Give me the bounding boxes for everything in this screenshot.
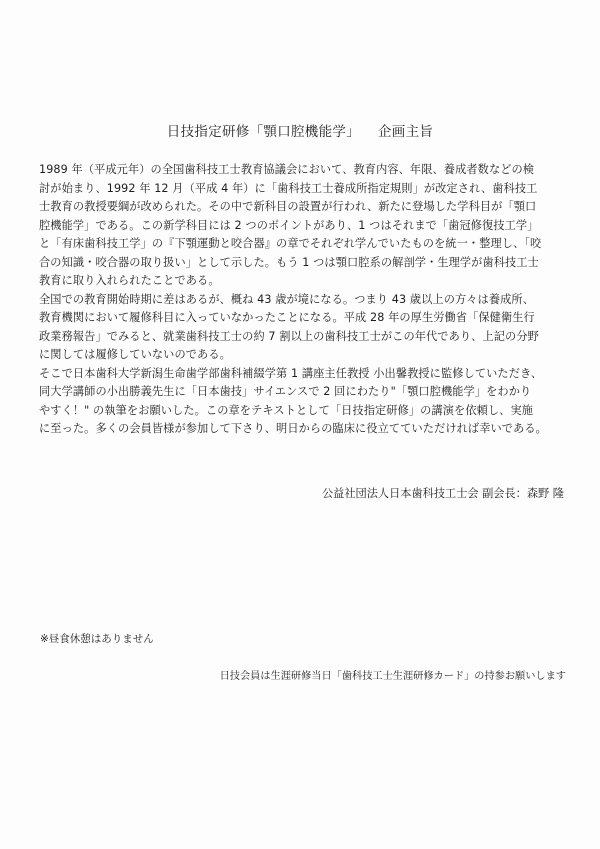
- body-line: 1989 年（平成元年）の全国歯科技工士教育協議会において、教育内容、年限、養成者数などの検: [39, 163, 535, 176]
- lunch-note: ※昼食休憩はありません: [40, 633, 154, 645]
- title-main: 日技指定研修「顎口腔機能学」: [166, 124, 360, 140]
- body-line: 同大学講師の小出勝義先生に「日本歯技」サイエンスで 2 回にわたり"「顎口腔機能学」をわかり: [39, 385, 532, 398]
- body-line: 士教育の教授要綱が改められた。その中で新科目の設置が行われ、新たに登場した学科目が「顎口: [39, 200, 537, 213]
- body-line: と「有床歯科技工学」の『下顎運動と咬合器』の章でそれぞれ学んでいたものを統一・整理し、「咬: [39, 237, 542, 250]
- body-line: に至った。多くの会員皆様が参加して下さり、明日からの臨床に役立てていただければ幸いである。: [39, 422, 547, 435]
- member-card-note: 日技会員は生涯研修当日「歯科技工士生涯研修カード」の持参お願いします: [219, 671, 566, 682]
- body-line: 討が始まり、1992 年 12 月（平成 4 年）に「歯科技工士養成所指定規則」が改定され、歯科技工: [39, 181, 538, 195]
- title-suffix: 企画主旨: [378, 124, 434, 140]
- purpose-body: [39, 161, 569, 439]
- body-line: 腔機能学」である。この新学科目には 2 つのポイントがあり、1 つはそれまで「歯冠修復技工学」: [39, 218, 539, 232]
- body-line: 全国での教育開始時期に差はあるが、概ね 43 歳が境になる。つまり 43 歳以上の方々は養成所、: [39, 292, 534, 306]
- body-line: 合の知識・咬合器の取り扱い」として示した。もう 1 つは顎口腔系の解剖学・生理学が歯科技工士: [39, 255, 539, 269]
- body-line: 政業務報告」でみると、就業歯科技工士の約 7 割以上の歯科技工士がこの年代であり、上記の分野: [39, 329, 539, 343]
- page-title: [0, 120, 600, 140]
- signature: 公益社団法人日本歯科技工士会 副会長：森野 隆: [321, 487, 564, 500]
- body-line: 教育に取り入れられたことである。: [39, 274, 220, 287]
- body-line: に関しては履修していないのである。: [39, 348, 231, 361]
- body-line: やすく！" の執筆をお願いした。この章をテキストとして「日技指定研修」の講演を依頼し、実施: [39, 403, 534, 417]
- body-line: 教育機関において履修科目に入っていなかったことになる。平成 28 年の厚生労働省「保健衛生行: [39, 311, 535, 324]
- body-line: そこで日本歯科大学新潟生命歯学部歯科補綴学第 1 講座主任教授 小出馨教授に監修していただき、: [39, 366, 543, 380]
